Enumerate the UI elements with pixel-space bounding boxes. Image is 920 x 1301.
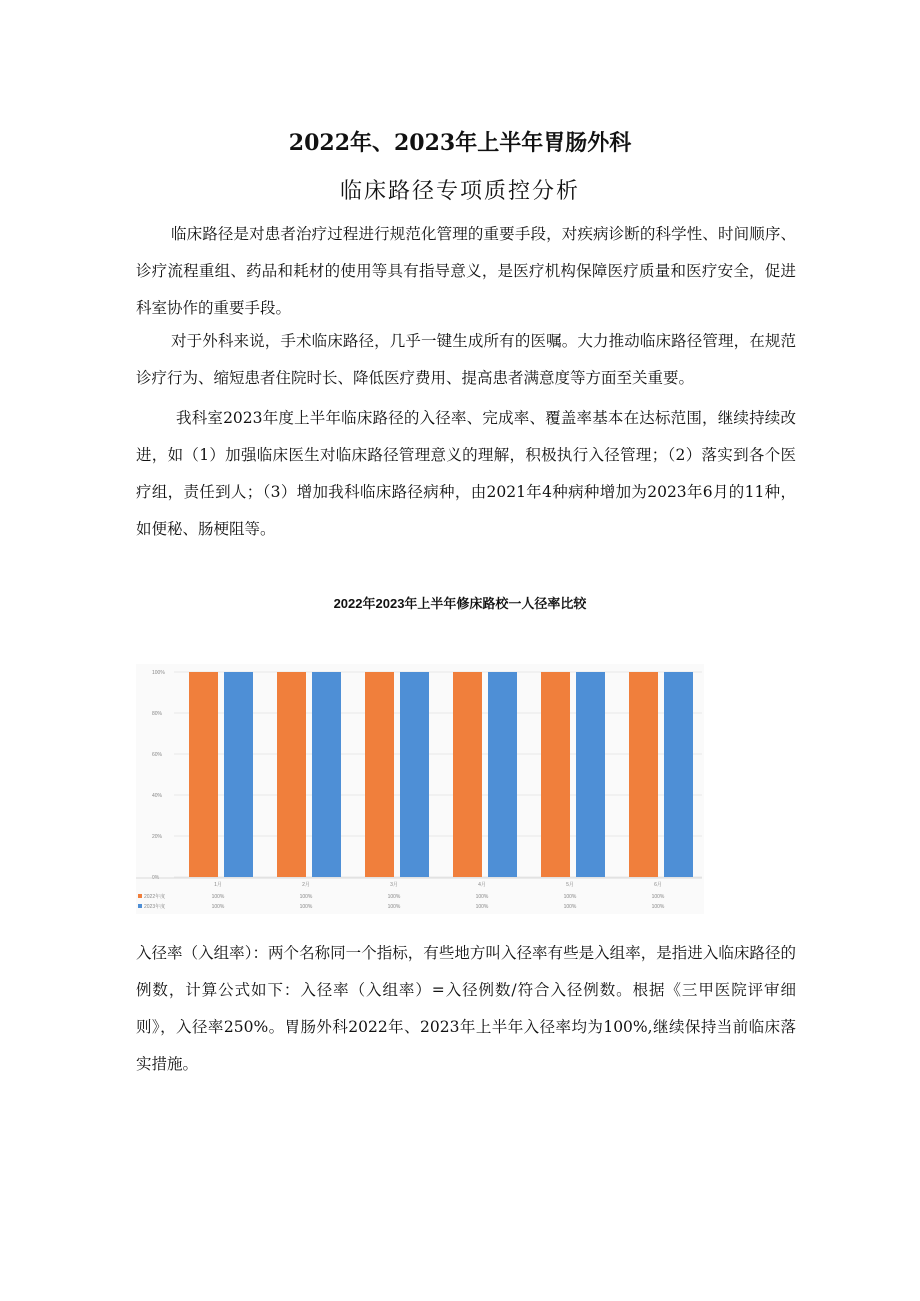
paragraph-surgery: 对于外科来说，手术临床路径，几乎一键生成所有的医嘱。大力推动临床路径管理，在规范诊疗行为、缩短患者住院时长、降低医疗费用、提高患者满意度等方面至关重要。 bbox=[136, 332, 796, 387]
y-tick-label: 60% bbox=[152, 752, 163, 758]
x-tick-label: 6月 bbox=[654, 882, 662, 888]
y-tick-label: 20% bbox=[152, 834, 163, 840]
data-label: 100% bbox=[211, 894, 225, 900]
bar-chart bbox=[136, 664, 704, 914]
bar-2022 bbox=[365, 672, 394, 877]
x-tick-label: 5月 bbox=[566, 882, 574, 888]
y-tick-label: 100% bbox=[152, 670, 165, 676]
bar-2022 bbox=[629, 672, 658, 877]
paragraph-intro: 临床路径是对患者治疗过程进行规范化管理的重要手段，对疾病诊断的科学性、时间顺序、诊疗流程重组、药品和耗材的使用等具有指导意义，是医疗机构保障医疗质量和医疗安全，促进科室协作的重要手段。 bbox=[136, 225, 796, 317]
x-tick-label: 2月 bbox=[302, 882, 310, 888]
document-subtitle: 临床路径专项质控分析 bbox=[339, 179, 580, 204]
x-tick-label: 3月 bbox=[390, 882, 398, 888]
y-tick-label: 0% bbox=[152, 875, 160, 881]
y-tick-label: 80% bbox=[152, 711, 163, 717]
chart-title: 2022年2023年上半年修床路校一人径率比较 bbox=[333, 596, 587, 611]
data-label: 100% bbox=[651, 894, 665, 900]
bar-2023 bbox=[664, 672, 693, 877]
x-tick-label: 4月 bbox=[478, 882, 486, 888]
document-title: 2022年、2023年上半年胃肠外科 bbox=[288, 130, 632, 156]
data-label: 100% bbox=[387, 894, 401, 900]
bar-2023 bbox=[576, 672, 605, 877]
bar-2022 bbox=[453, 672, 482, 877]
legend-swatch bbox=[138, 904, 142, 908]
data-label: 100% bbox=[299, 904, 313, 910]
bar-2023 bbox=[400, 672, 429, 877]
data-label: 100% bbox=[563, 894, 577, 900]
legend-label: 2023年度 bbox=[144, 904, 166, 910]
bar-2022 bbox=[189, 672, 218, 877]
x-tick-label: 1月 bbox=[214, 882, 222, 888]
data-label: 100% bbox=[299, 894, 313, 900]
data-label: 100% bbox=[475, 894, 489, 900]
data-label: 100% bbox=[563, 904, 577, 910]
data-label: 100% bbox=[651, 904, 665, 910]
paragraph-improvement: 我科室2023年度上半年临床路径的入径率、完成率、覆盖率基本在达标范围，继续持续改进，如（1）加强临床医生对临床路径管理意义的理解，积极执行入径管理；（2）落实到各个医疗组，责任到人；（3）增加我科临床路径病种，由2021年4种病种增加为2023年6月的11种，如便秘、肠梗阻等。 bbox=[136, 409, 796, 538]
data-label: 100% bbox=[475, 904, 489, 910]
bar-2022 bbox=[541, 672, 570, 877]
data-label: 100% bbox=[387, 904, 401, 910]
bar-2023 bbox=[312, 672, 341, 877]
bar-2022 bbox=[277, 672, 306, 877]
data-label: 100% bbox=[211, 904, 225, 910]
y-tick-label: 40% bbox=[152, 793, 163, 799]
paragraph-definition: 入径率（入组率）：两个名称同一个指标，有些地方叫入径率有些是入组率，是指进入临床路径的例数，计算公式如下：入径率（入组率）=入径例数/符合入径例数。根据《三甲医院评审细则》，入径率250%。胃肠外科2022年、2023年上半年入径率均为100%,继续保持当前临床落实措施。 bbox=[136, 944, 796, 1073]
legend-swatch bbox=[138, 894, 142, 898]
bar-2023 bbox=[224, 672, 253, 877]
bar-2023 bbox=[488, 672, 517, 877]
legend-label: 2022年度 bbox=[144, 894, 166, 900]
bar-chart-svg bbox=[136, 664, 704, 914]
